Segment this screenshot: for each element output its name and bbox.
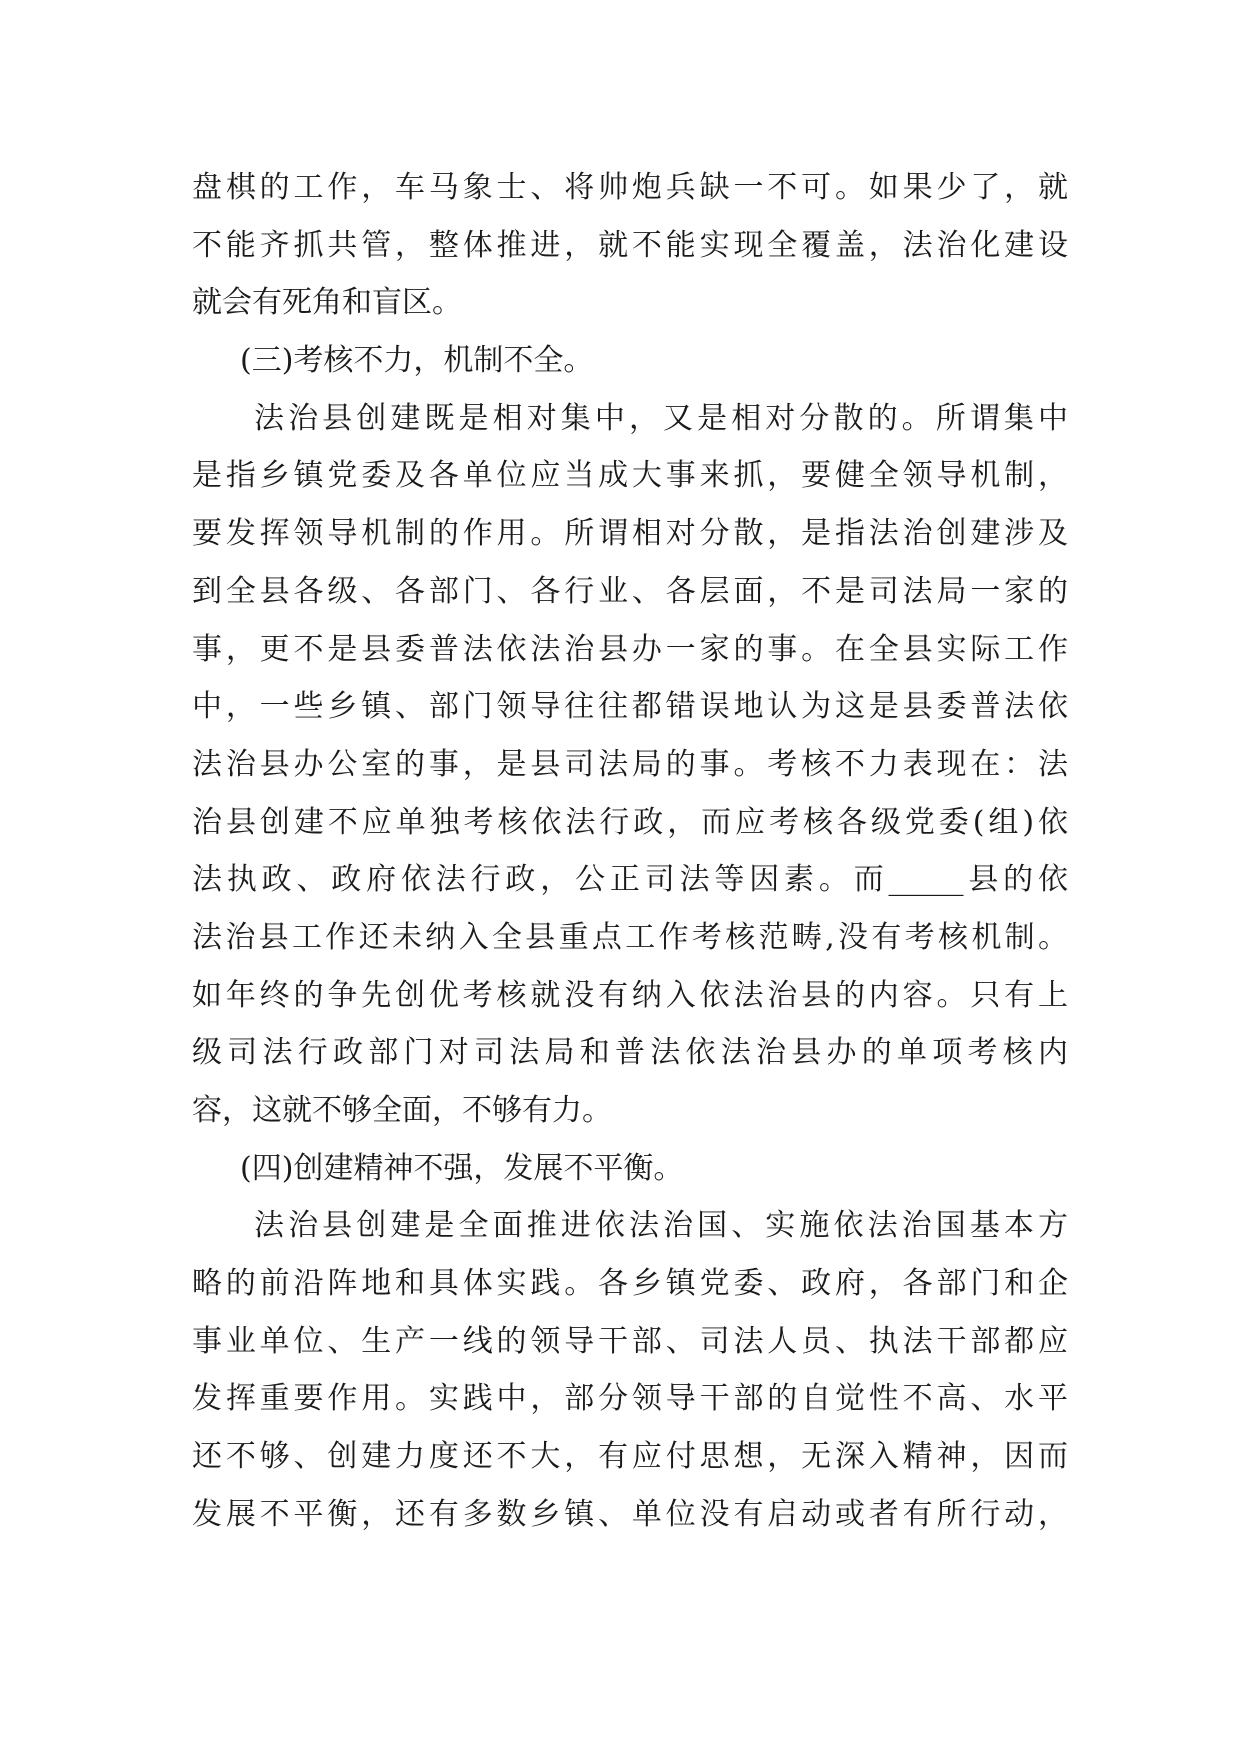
text-line: 到全县各级、各部门、各行业、各层面，不是司法局一家的 xyxy=(192,573,1068,609)
text-line: 法治县工作还未纳入全县重点工作考核范畴,没有考核机制。 xyxy=(192,919,1068,955)
document-body xyxy=(192,159,1068,1544)
text-line: 如年终的争先创优考核就没有纳入依法治县的内容。只有上 xyxy=(192,977,1068,1013)
text-line: 是指乡镇党委及各单位应当成大事来抓，要健全领导机制， xyxy=(192,458,1068,494)
text-line: 事，更不是县委普法依法治县办一家的事。在全县实际工作 xyxy=(192,631,1068,667)
section-heading: (三)考核不力，机制不全。 xyxy=(240,343,594,379)
text-line: 不能齐抓共管，整体推进，就不能实现全覆盖，法治化建设 xyxy=(192,227,1068,263)
text-line: 要发挥领导机制的作用。所谓相对分散，是指法治创建涉及 xyxy=(192,516,1068,552)
text-line: 中，一些乡镇、部门领导往往都错误地认为这是县委普法依 xyxy=(192,689,1068,725)
section-heading: (四)创建精神不强，发展不平衡。 xyxy=(240,1150,684,1186)
text-line: 事业单位、生产一线的领导干部、司法人员、执法干部都应 xyxy=(192,1323,1068,1359)
text-line: 还不够、创建力度还不大，有应付思想，无深入精神，因而 xyxy=(192,1439,1068,1475)
text-line: 级司法行政部门对司法局和普法依法治县办的单项考核内 xyxy=(192,1035,1068,1071)
text-line: 发挥重要作用。实践中，部分领导干部的自觉性不高、水平 xyxy=(192,1381,1068,1417)
text-line: 略的前沿阵地和具体实践。各乡镇党委、政府，各部门和企 xyxy=(192,1266,1068,1302)
text-line: 就会有死角和盲区。 xyxy=(192,285,462,321)
text-line: 容，这就不够全面，不够有力。 xyxy=(192,1093,612,1128)
text-line: 法治县创建既是相对集中，又是相对分散的。所谓集中 xyxy=(254,400,1068,436)
text-line: 发展不平衡，还有多数乡镇、单位没有启动或者有所行动， xyxy=(192,1496,1068,1532)
text-line: 法执政、政府依法行政，公正司法等因素。而_____县的依 xyxy=(192,862,1068,898)
text-line: 治县创建不应单独考核依法行政，而应考核各级党委(组)依 xyxy=(192,804,1068,840)
text-line: 法治县创建是全面推进依法治国、实施依法治国基本方 xyxy=(254,1208,1068,1244)
text-line: 盘棋的工作，车马象士、将帅炮兵缺一不可。如果少了，就 xyxy=(192,170,1068,205)
text-line: 法治县办公室的事，是县司法局的事。考核不力表现在：法 xyxy=(192,746,1068,782)
